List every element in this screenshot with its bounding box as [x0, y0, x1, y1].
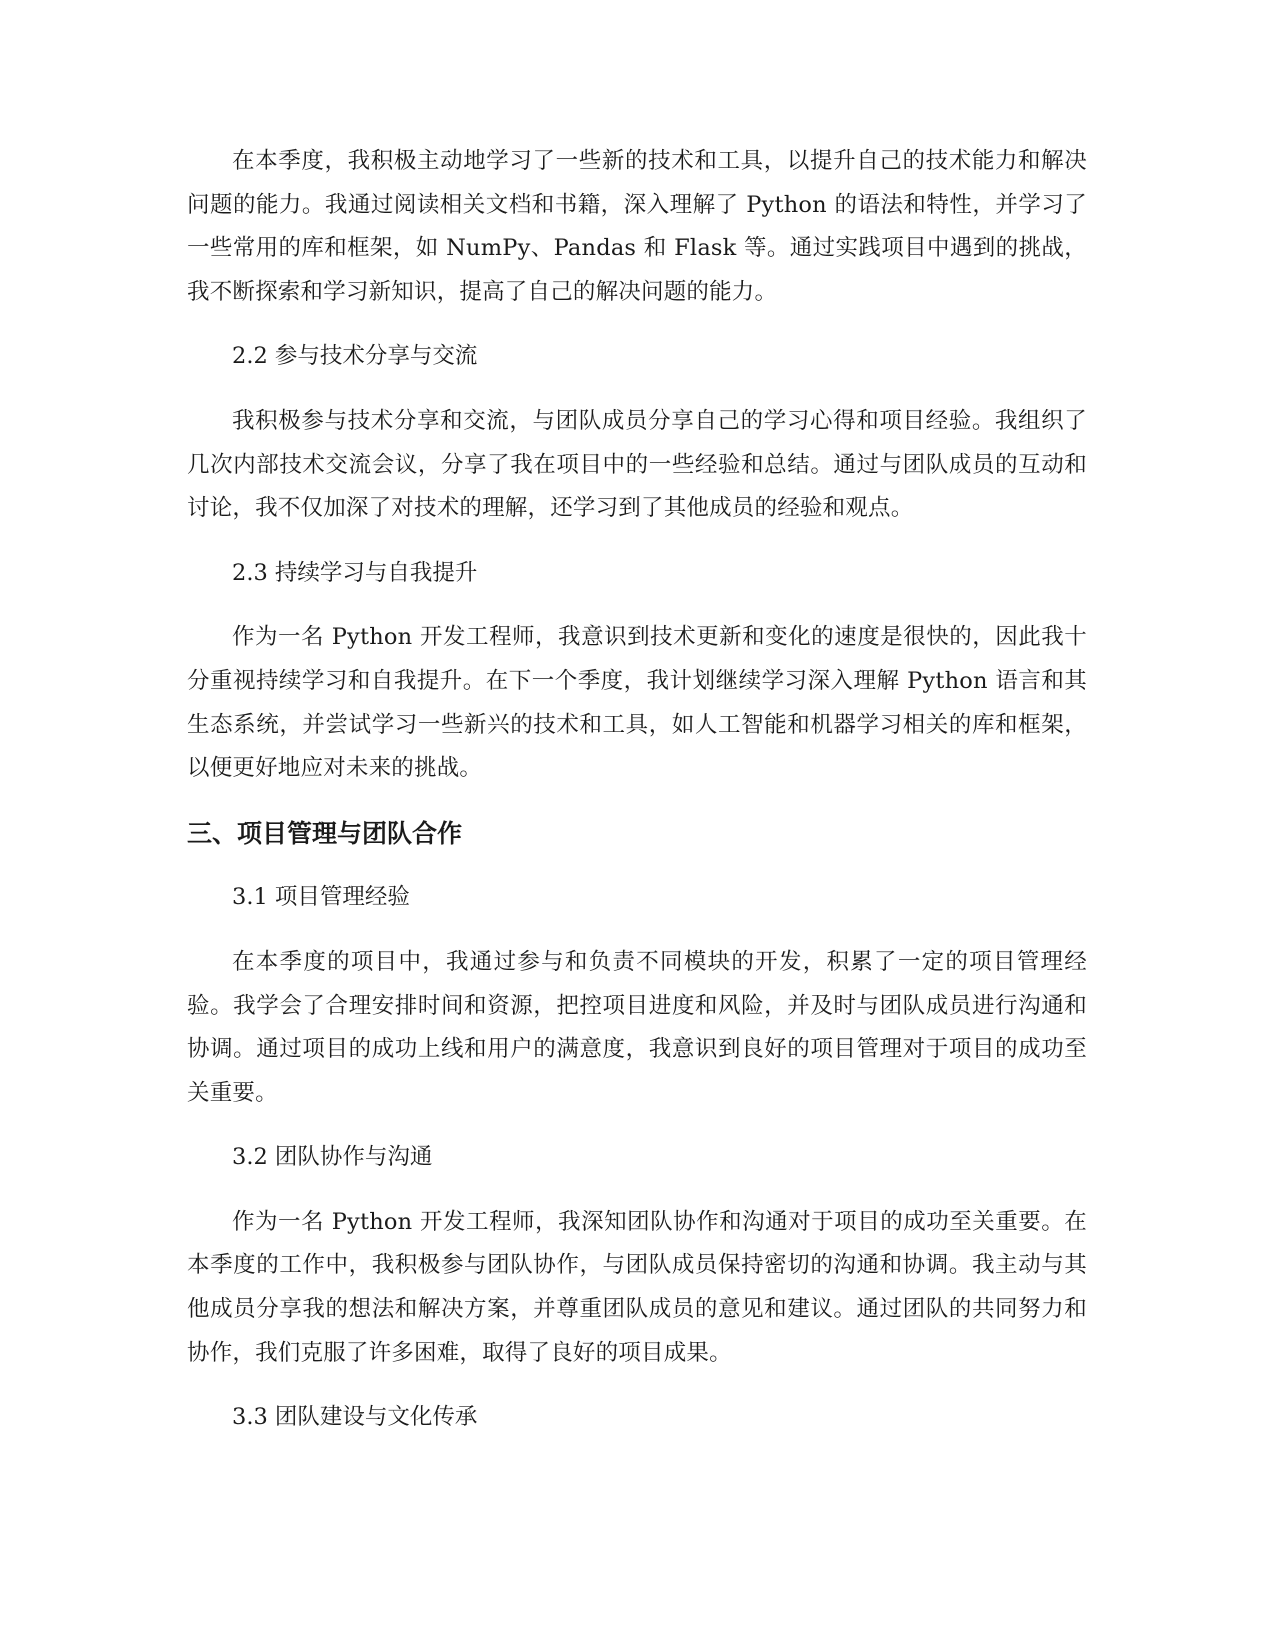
subheading-3-3: 3.3 团队建设与文化传承 [232, 1404, 478, 1431]
paragraph-continuous-learning: 作为一名 Python 开发工程师，我意识到技术更新和变化的速度是很快的，因此我十分重视持续学习和自我提升。在下一个季度，我计划继续学习深入理解 Python 语言和其生态系统，并尝试学习一些新兴的技术和工具，如人工智能和机器学习相关的库和框架，以便更好地应对未来的挑战。 [187, 624, 1087, 782]
subheading-3-2: 3.2 团队协作与沟通 [232, 1144, 433, 1171]
paragraph-team-collaboration: 作为一名 Python 开发工程师，我深知团队协作和沟通对于项目的成功至关重要。在本季度的工作中，我积极参与团队协作，与团队成员保持密切的沟通和协调。我主动与其他成员分享我的想法和解决方案，并尊重团队成员的意见和建议。通过团队的共同努力和协作，我们克服了许多困难，取得了良好的项目成果。 [187, 1208, 1087, 1366]
document-body [187, 140, 1087, 1461]
section-heading-3: 三、项目管理与团队合作 [187, 818, 463, 848]
paragraph-tech-sharing: 我积极参与技术分享和交流，与团队成员分享自己的学习心得和项目经验。我组织了几次内部技术交流会议，分享了我在项目中的一些经验和总结。通过与团队成员的互动和讨论，我不仅加深了对技术的理解，还学习到了其他成员的经验和观点。 [187, 407, 1087, 522]
paragraph-project-management: 在本季度的项目中，我通过参与和负责不同模块的开发，积累了一定的项目管理经验。我学会了合理安排时间和资源，把控项目进度和风险，并及时与团队成员进行沟通和协调。通过项目的成功上线和用户的满意度，我意识到良好的项目管理对于项目的成功至关重要。 [187, 948, 1087, 1106]
subheading-2-2: 2.2 参与技术分享与交流 [232, 343, 478, 370]
paragraph-learn-new-tech: 在本季度，我积极主动地学习了一些新的技术和工具，以提升自己的技术能力和解决问题的能力。我通过阅读相关文档和书籍，深入理解了 Python 的语法和特性，并学习了一些常用的库和框架，如 NumPy、Pandas 和 Flask 等。通过实践项目中遇到的挑战，我不断探索和学习新知识，提高了自己的解决问题的能力。 [187, 148, 1087, 305]
subheading-3-1: 3.1 项目管理经验 [232, 884, 410, 911]
subheading-2-3: 2.3 持续学习与自我提升 [232, 559, 478, 586]
